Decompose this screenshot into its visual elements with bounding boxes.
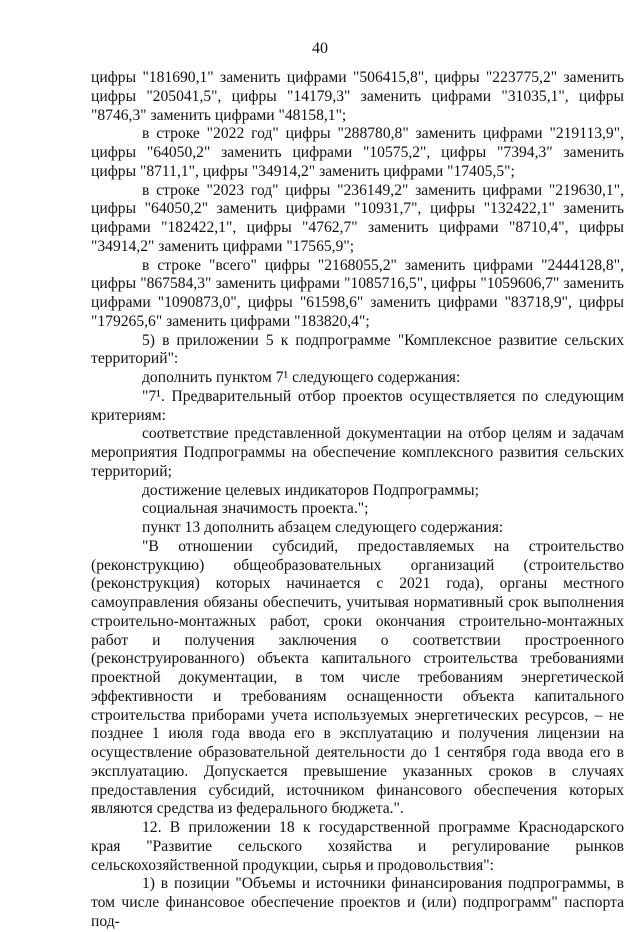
paragraph: в строке "2022 год" цифры "288780,8" заменить цифрами "219113,9", цифры "64050,2" заменить цифрами "10575,2", цифры "7394,3" заменить цифры "8711,1", цифры "34914,2" заменить цифрами "17405,5";: [91, 125, 624, 180]
paragraph: в строке "2023 год" цифры "236149,2" заменить цифрами "219630,1", цифры "64050,2" заменить цифрами "10931,7", цифры "132422,1" заменить цифрами "182422,1", цифры "4762,7" заменить цифрами "8710,4", цифры "34914,2" заменить цифрами "17565,9";: [91, 181, 624, 255]
document-body: [91, 69, 624, 932]
paragraph: 1) в позиции "Объемы и источники финансирования подпрограммы, в том числе финансовое обеспечение проектов и (или) подпрограмм" паспорта под-: [91, 875, 624, 930]
paragraph: "7¹. Предварительный отбор проектов осуществляется по следующим критериям:: [91, 387, 624, 424]
paragraph: достижение целевых индикаторов Подпрограммы;: [142, 481, 479, 499]
paragraph: 12. В приложении 18 к государственной программе Краснодарского края "Развитие сельского хозяйства и регулирование рынков сельскохозяйственной продукции, сырья и продовольствия":: [91, 819, 624, 874]
paragraph: социальная значимость проекта.";: [142, 500, 369, 518]
paragraph: пункт 13 дополнить абзацем следующего содержания:: [142, 519, 504, 536]
paragraph: соответствие представленной документации на отбор целям и задачам мероприятия Подпрограммы на обеспечение комплексного развития сельских территорий;: [91, 425, 624, 480]
paragraph: цифры "181690,1" заменить цифрами "506415,8", цифры "223775,2" заменить цифры "205041,5", цифры "14179,3" заменить цифрами "31035,1", цифры "8746,3" заменить цифрами "48158,1";: [91, 69, 624, 124]
paragraph: в строке "всего" цифры "2168055,2" заменить цифрами "2444128,8", цифры "867584,3" заменить цифрами "1085716,5", цифры "1059606,7" заменить цифрами "1090873,0", цифры "61598,6" заменить цифрами "83718,9", цифры "179265,6" заменить цифрами "183820,4";: [91, 256, 624, 330]
page-number: 40: [312, 40, 328, 57]
paragraph: "В отношении субсидий, предоставляемых на строительство (реконструкцию) общеобразовательных организаций (строительство (реконструкция) которых начинается с 2021 года), органы местного самоуправления обязаны обеспечить, учитывая нормативный срок выполнения строительно-монтажных работ, сроки окончания строительно-монтажных работ и получения заключения о соответствии простроенного (реконструированного) объекта капитального строительства требованиями проектной документации, в том числе требованиям энергетической эффективности и требованиям оснащенности объекта капитального строительства приборами учета используемых энергетических ресурсов, – не позднее 1 июля года ввода его в эксплуатацию и получения лицензии на осуществление образовательной деятельности до 1 сентября года ввода его в эксплуатацию. Допускается превышение указанных сроков в случаях предоставления субсидий, источником финансового обеспечения которых являются средства из федерального бюджета.".: [91, 537, 624, 818]
paragraph: дополнить пунктом 7¹ следующего содержания:: [142, 369, 461, 386]
paragraph: 5) в приложении 5 к подпрограмме "Комплексное развитие сельских территорий":: [91, 331, 624, 368]
